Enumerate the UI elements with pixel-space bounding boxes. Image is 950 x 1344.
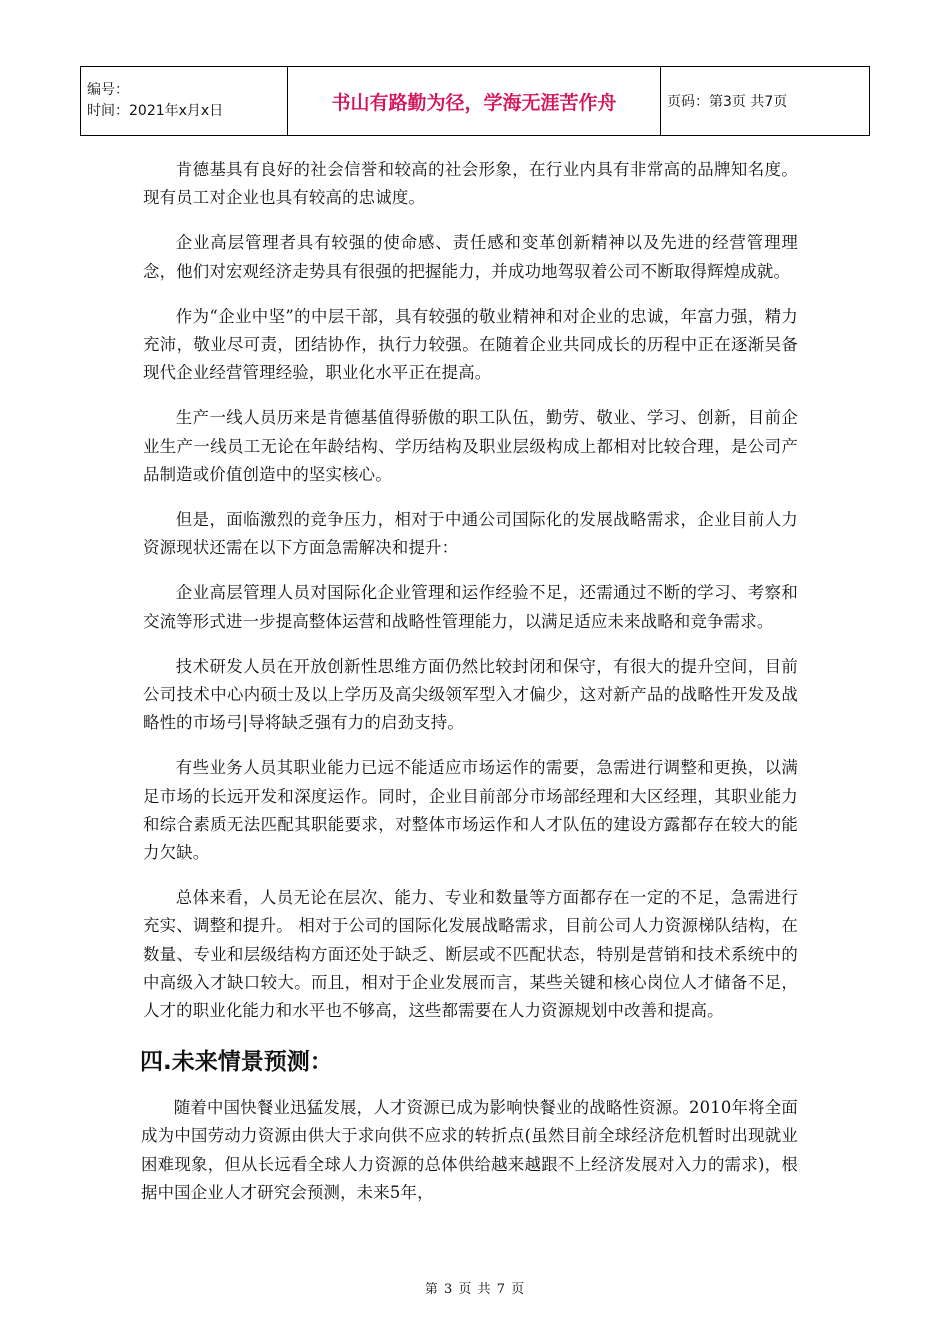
document-body <box>140 156 798 1224</box>
body-paragraph: 作为“企业中坚”的中层干部，具有较强的敬业精神和对企业的忠诚，年富力强，精力充沛，敬业尽可责，团结协作，执行力较强。在随着企业共同成长的历程中正在逐渐吴备现代企业经营管理经验，职业化水平正在提高。 <box>143 306 798 383</box>
body-paragraph: 企业高层管理者具有较强的使命感、责任感和变革创新精神以及先进的经营管理理念，他们对宏观经济走势具有很强的把握能力，并成功地驾驭着公司不断取得辉煌成就。 <box>143 233 798 281</box>
body-paragraph: 有些业务人员其职业能力已远不能适应市场运作的需要，急需进行调整和更换，以满足市场的长远开发和深度运作。同时，企业目前部分市场部经理和大区经理，其职业能力和综合素质无法匹配其职能要求，对整体市场运作和人才队伍的建设方露都存在较大的能力欠缺。 <box>143 758 798 863</box>
header-meta-cell <box>81 67 288 136</box>
header-motto: 书山有路勤为径，学海无涯苦作舟 <box>288 67 661 136</box>
body-paragraph: 但是，面临激烈的竞争压力，相对于中通公司国际化的发展战略需求，企业目前人力资源现状还需在以下方面急需解决和提升： <box>143 510 798 558</box>
body-paragraph: 生产一线人员历来是肯德基值得骄傲的职工队伍，勤劳、敬业、学习、创新，目前企业生产一线员工无论在年龄结构、学历结构及职业层级构成上都相对比较合理，是公司产品制造或价值创造中的坚实核心。 <box>143 408 798 484</box>
header-page-info: 页码：第3页 共7页 <box>661 67 870 136</box>
page-header <box>80 66 870 136</box>
body-paragraph: 肯德基具有良好的社会信誉和较高的社会形象，在行业内具有非常高的品牌知名度。现有员工对企业也具有较高的忠诚度。 <box>143 160 798 208</box>
body-paragraph: 技术研发人员在开放创新性思维方面仍然比较封闭和保守，有很大的提升空间，目前公司技术中心内硕士及以上学历及高尖级领军型入才偏少，这对新产品的战略性开发及战略性的市场弓|导将缺乏强有力的启劲支持。 <box>143 656 798 733</box>
document-time-label: 时间：2021年x月x日 <box>87 103 224 119</box>
body-paragraph: 随着中国快餐业迅猛发展，人才资源已成为影响快餐业的战略性资源。2010年将全面成为中国劳动力资源由供大于求向供不应求的转折点(虽然目前全球经济危机暂时出现就业困难现象，但从长远看全球人力资源的总体供给越来越跟不上经济发展对入力的需求)，根据中国企业人才研究会预测，未来5年， <box>141 1098 798 1202</box>
body-paragraph: 总体来看，人员无论在层次、能力、专业和数量等方面都存在一定的不足，急需进行充实、调整和提升。 相对于公司的国际化发展战略需求，目前公司人力资源梯队结构，在数量、专业和层级结构方面还处于缺乏、断层或不匹配状态，特别是营销和技术系统中的中高级入才缺口较大。而且，相对于企业发展而言，某些关键和核心岗位人才储备不足，人才的职业化能力和水平也不够高，这些都需要在人力资源规划中改善和提高。 <box>143 888 798 1021</box>
document-number-label: 编号： <box>87 82 129 98</box>
body-paragraph: 企业高层管理人员对国际化企业管理和运作经验不足，还需通过不断的学习、考察和交流等形式进一步提高整体运营和战略性管理能力，以满足适应未来战略和竞争需求。 <box>143 583 798 631</box>
section-heading: 四.未来情景预测： <box>140 1049 333 1076</box>
page-footer: 第 3 页 共 7 页 <box>424 1282 526 1297</box>
